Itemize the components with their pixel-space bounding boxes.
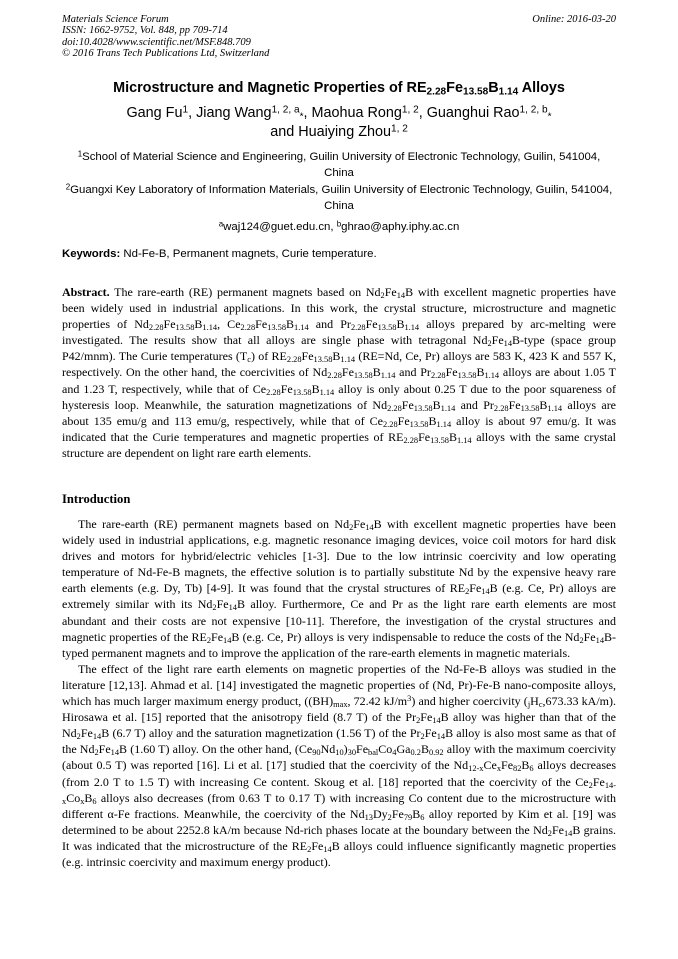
author: Gang Fu bbox=[126, 105, 183, 121]
author: Jiang Wang bbox=[196, 105, 272, 121]
paper-title: Microstructure and Magnetic Properties of $RE_{2.28}Fe_{13.58}B_{1.14}$ Alloys bbox=[113, 80, 565, 98]
affiliation-1: $^1$School of Material Science and Engineering, Guilin University of Electronic Technology, Guilin, 541004, China bbox=[77, 149, 601, 179]
keywords: Keywords: Nd-Fe-B, Permanent magnets, Curie temperature. bbox=[62, 248, 377, 260]
affiliation-2: $^2$Guangxi Key Laboratory of Information Materials, Guilin University of Electronic Technology, Guilin, 541004, China bbox=[65, 182, 613, 212]
author: and Huaiying Zhou bbox=[270, 124, 391, 140]
online-date: Online: 2016-03-20 bbox=[532, 14, 616, 25]
abstract-label: Abstract. bbox=[62, 285, 110, 299]
introduction-text bbox=[62, 516, 616, 870]
doi: doi:10.4028/www.scientific.net/MSF.848.709 bbox=[62, 36, 251, 48]
author: Maohua Rong bbox=[311, 105, 402, 121]
paragraph: The effect of the light rare earth elements on magnetic properties of the Nd-Fe-B alloys was studied in the literature [12,13]. Ahmad et al. [14] investigated the magnetic properties of (Nd, Pr)-Fe-B nano-composite alloys, which has much larger maximum energy product, ($(BH)_{max}$, 72.42 $kJ/m^3$) and higher coercivity ($_jH_c,673.33$ kA/m). Hirosawa et al. [15] reported that the anisotropy field (8.7 T) of the $Pr_2Fe_{14}B$ alloy was higher than that of the $Nd_2Fe_{14}B$ (6.7 T) alloy and the saturation magnetization (1.56 T) of the $Pr_2Fe_{14}B$ alloy is also most same as that of the $Nd_2Fe_{14}B$ (1.60 T) alloy. On the other hand, $(Ce_{90}Nd_{10})_{30}Fe_{bal}Co_4Ga_{0.2}B_{0.92}$ alloy with the maximum coercivity (about 0.5 T) was reported [16]. Li et al. [17] studied that the coercivity of the $Nd_{12-x}Ce_xFe_{82}B_6$ alloys decreases (from 2.0 T to 1.5 T) with increasing Ce content. Skoug et al. [18] reported that the coercivity of the $Ce_2Fe_{14-x}Co_xB_6$ alloys also decreases (from 0.63 T to 0.17 T) with increasing Co content due to the microstructure with different α-Fe fractions. Meanwhile, the coercivity of the $Nd_{13}Dy_2Fe_{79}B_6$ alloy reported by Kim et al. [19] was determined to be about 2252.8 kA/m because Nd-rich phases locate at the boundary between the $Nd_2Fe_{14}B$ grains. It was indicated that the microstructure of the $RE_2Fe_{14}B$ alloys could influence significantly magnetic properties (e.g. intrinsic coercivity and maximum energy product). bbox=[62, 661, 617, 869]
copyright: © 2016 Trans Tech Publications Ltd, Switzerland bbox=[62, 48, 270, 60]
journal-name: Materials Science Forum bbox=[62, 14, 169, 25]
author: Guanghui Rao bbox=[426, 105, 520, 121]
section-heading-introduction: Introduction bbox=[62, 492, 131, 506]
paragraph: The rare-earth (RE) permanent magnets based on $Nd_2Fe_{14}B$ with excellent magnetic properties have been widely used in industrial applications, e.g. magnetic resonance imaging devices, voice coil motors for hard disk drives and motors for hybrid/electric vehicles [1-3]. Due to the low intrinsic coercivity and low operating temperature of Nd-Fe-B magnets, the effective solution is to partially substitute Nd by the expensive heavy rare earth elements (e.g. Dy, Tb) [4-9]. It was found that the crystal structures of $RE_2Fe_{14}B$ (e.g. Ce, Pr) alloys are extremely similar with its $Nd_2Fe_{14}B$ alloy. Furthermore, Ce and Pr as the light rare earth elements are most abundant and their costs are not expensive [10-11]. Therefore, the investigation of the crystal structures and magnetic properties of the $RE_2Fe_{14}B$ (e.g. Ce, Pr) alloys is very indispensable to reduce the costs of the $Nd_2Fe_{14}B$-typed permanent magnets and to improve the application of the rare-earth elements in magnetic materials. bbox=[62, 517, 616, 660]
journal-header bbox=[62, 14, 269, 60]
author-list: Gang Fu$^1$, Jiang Wang$^{1, 2, a}_*$, Maohua Rong$^{1, 2}$, Guanghui Rao$^{1, 2, b}_*$ and Huaiying Zhou$^{1, 2}$ bbox=[126, 104, 552, 140]
abstract: Abstract. The rare-earth (RE) permanent magnets based on $Nd_2Fe_{14}B$ with excellent magnetic properties have been widely used in industrial applications. In this work, the crystal structure, microstructure and magnetic properties of $Nd_{2.28}Fe_{13.58}B_{1.14}$, $Ce_{2.28}Fe_{13.58}B_{1.14}$ and $Pr_{2.28}Fe_{13.58}B_{1.14}$ alloys prepared by arc-melting were investigated. The results show that all alloys are single phase with tetragonal $Nd_2Fe_{14}B$-type (space group P42/mnm). The Curie temperatures $(T_c)$ of $RE_{2.28}Fe_{13.58}B_{1.14}$ (RE=Nd, Ce, Pr) alloys are 583 K, 423 K and 557 K, respectively. On the other hand, the coercivities of $Nd_{2.28}Fe_{13.58}B_{1.14}$ and $Pr_{2.28}Fe_{13.58}B_{1.14}$ alloys are about 1.05 T and 1.23 T, respectively, while that of $Ce_{2.28}Fe_{13.58}B_{1.14}$ alloy is only about 0.25 T due to the poor squareness of hysteresis loop. Meanwhile, the saturation magnetizations of $Nd_{2.28}Fe_{13.58}B_{1.14}$ and $Pr_{2.28}Fe_{13.58}B_{1.14}$ alloys are about 135 emu/g and 113 emu/g, respectively, while that of $Ce_{2.28}Fe_{13.58}B_{1.14}$ alloy is about 97 emu/g. It was indicated that the Curie temperatures and magnetic properties of $RE_{2.28}Fe_{13.58}B_{1.14}$ alloys with the same crystal structure are dependent on light rare earth elements. bbox=[62, 285, 617, 460]
issn: ISSN: 1662-9752, Vol. 848, pp 709-714 bbox=[62, 25, 228, 37]
email-line: $^a$waj124@guet.edu.cn, $^b$ghrao@aphy.iphy.ac.cn bbox=[218, 219, 460, 233]
